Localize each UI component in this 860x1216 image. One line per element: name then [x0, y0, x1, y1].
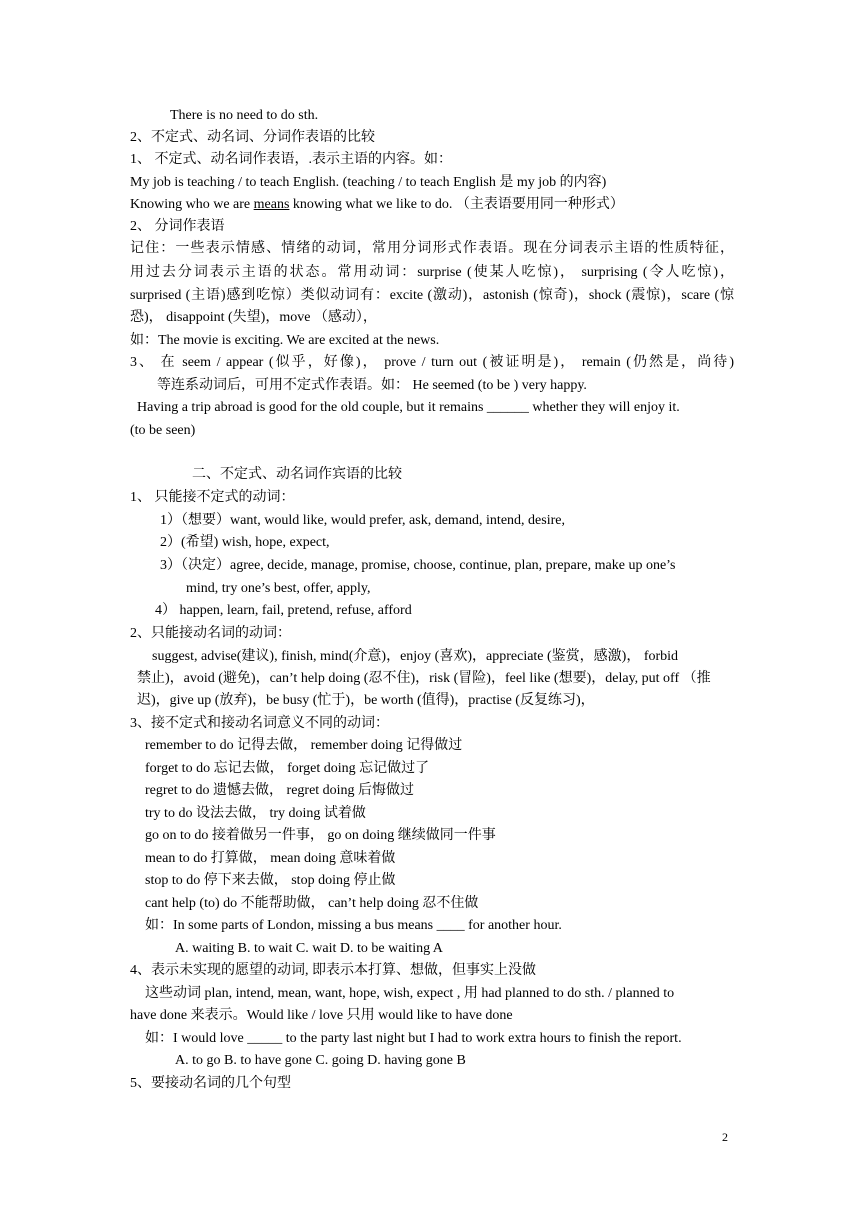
text-line: 恐)， disappoint (失望)，move （感动），	[130, 310, 377, 325]
section-heading: 二、不定式、动名词作宾语的比较	[192, 467, 402, 482]
text-line	[130, 194, 734, 216]
text-line: 等连系动词后，可用不定式作表语。如： He seemed (to be ) very happy.	[157, 378, 587, 393]
text-line: 如：The movie is exciting. We are excited at the news.	[130, 333, 440, 348]
list-item: stop to do 停下来去做， stop doing 停止做	[145, 873, 396, 888]
text-line: 这些动词 plan, intend, mean, want, hope, wish, expect , 用 had planned to do sth. / planned to	[145, 986, 675, 1001]
page-number: 2	[722, 1130, 728, 1144]
text-line: There is no need to do sth.	[170, 108, 319, 123]
underlined-word: means	[253, 197, 290, 212]
text-line: 用过去分词表示主语的状态。常用动词：surprise (使某人吃惊)， surprising (令人吃惊)，	[130, 265, 734, 280]
answer-options: A. to go B. to have gone C. going D. having gone B	[175, 1053, 466, 1068]
section-heading: 2、不定式、动名词、分词作表语的比较	[130, 130, 375, 145]
section-heading: 2、只能接动名词的动词：	[130, 626, 291, 641]
example-question: 如：I would love _____ to the party last night but I had to work extra hours to finish the report.	[145, 1031, 682, 1046]
text-line: have done 来表示。Would like / love 只用 would like to have done	[130, 1008, 513, 1023]
list-item: go on to do 接着做另一件事， go on doing 继续做同一件事	[145, 828, 496, 843]
text-segment: knowing what we like to do. （主表语要用同一种形式）	[289, 197, 624, 212]
list-item: regret to do 遗憾去做， regret doing 后悔做过	[145, 783, 415, 798]
text-segment: Knowing who we are	[130, 197, 254, 212]
list-item: forget to do 忘记去做， forget doing 忘记做过了	[145, 761, 430, 776]
text-line: 1、 不定式、动名词作表语，.表示主语的内容。如：	[130, 152, 452, 167]
section-heading: 5、要接动名词的几个句型	[130, 1076, 291, 1091]
section-heading: 4、表示未实现的愿望的动词, 即表示本打算、想做，但事实上没做	[130, 963, 536, 978]
text-line: (to be seen)	[130, 423, 196, 438]
list-item: mean to do 打算做， mean doing 意味着做	[145, 851, 396, 866]
list-item: cant help (to) do 不能帮助做， can’t help doing 忍不住做	[145, 896, 479, 911]
example-question: 如：In some parts of London, missing a bus means ____ for another hour.	[145, 918, 562, 933]
list-item: remember to do 记得去做， remember doing 记得做过	[145, 738, 463, 753]
text-line: 3、 在 seem / appear (似乎，好像)， prove / turn out (被证明是)， remain (仍然是，尚待)	[130, 355, 734, 370]
section-heading: 2、 分词作表语	[130, 219, 225, 234]
section-heading: 3、接不定式和接动名词意义不同的动词：	[130, 716, 389, 731]
answer-options: A. waiting B. to wait C. wait D. to be waiting A	[175, 941, 443, 956]
list-item: 4） happen, learn, fail, pretend, refuse, afford	[155, 603, 412, 618]
text-line: 迟)，give up (放弃)，be busy (忙于)，be worth (值得)，practise (反复练习)，	[137, 693, 595, 708]
text-line: 禁止)，avoid (避免)，can’t help doing (忍不住)，risk (冒险)，feel like (想要)，delay, put off （推	[137, 671, 711, 686]
text-line: Having a trip abroad is good for the old couple, but it remains ______ whether they will enjoy it.	[137, 400, 680, 415]
text-line: surprised (主语)感到吃惊）类似动词有：excite (激动)，astonish (惊奇)，shock (震惊)，scare (惊	[130, 288, 734, 303]
text-line: 记住：一些表示情感、情绪的动词，常用分词形式作表语。现在分词表示主语的性质特征，	[130, 241, 734, 256]
text-line: suggest, advise(建议), finish, mind(介意)，enjoy (喜欢)，appreciate (鉴赏，感激)， forbid	[152, 649, 679, 664]
list-item-continuation: mind, try one’s best, offer, apply,	[186, 581, 371, 596]
list-item: 2）(希望) wish, hope, expect,	[160, 535, 330, 550]
list-item: try to do 设法去做， try doing 试着做	[145, 806, 366, 821]
list-item: 1）（想要）want, would like, would prefer, ask, demand, intend, desire,	[160, 513, 565, 528]
text-line: My job is teaching / to teach English. (teaching / to teach English 是 my job 的内容)	[130, 175, 607, 190]
list-item: 3）（决定）agree, decide, manage, promise, choose, continue, plan, prepare, make up one’s	[160, 558, 676, 573]
section-heading: 1、 只能接不定式的动词：	[130, 490, 295, 505]
